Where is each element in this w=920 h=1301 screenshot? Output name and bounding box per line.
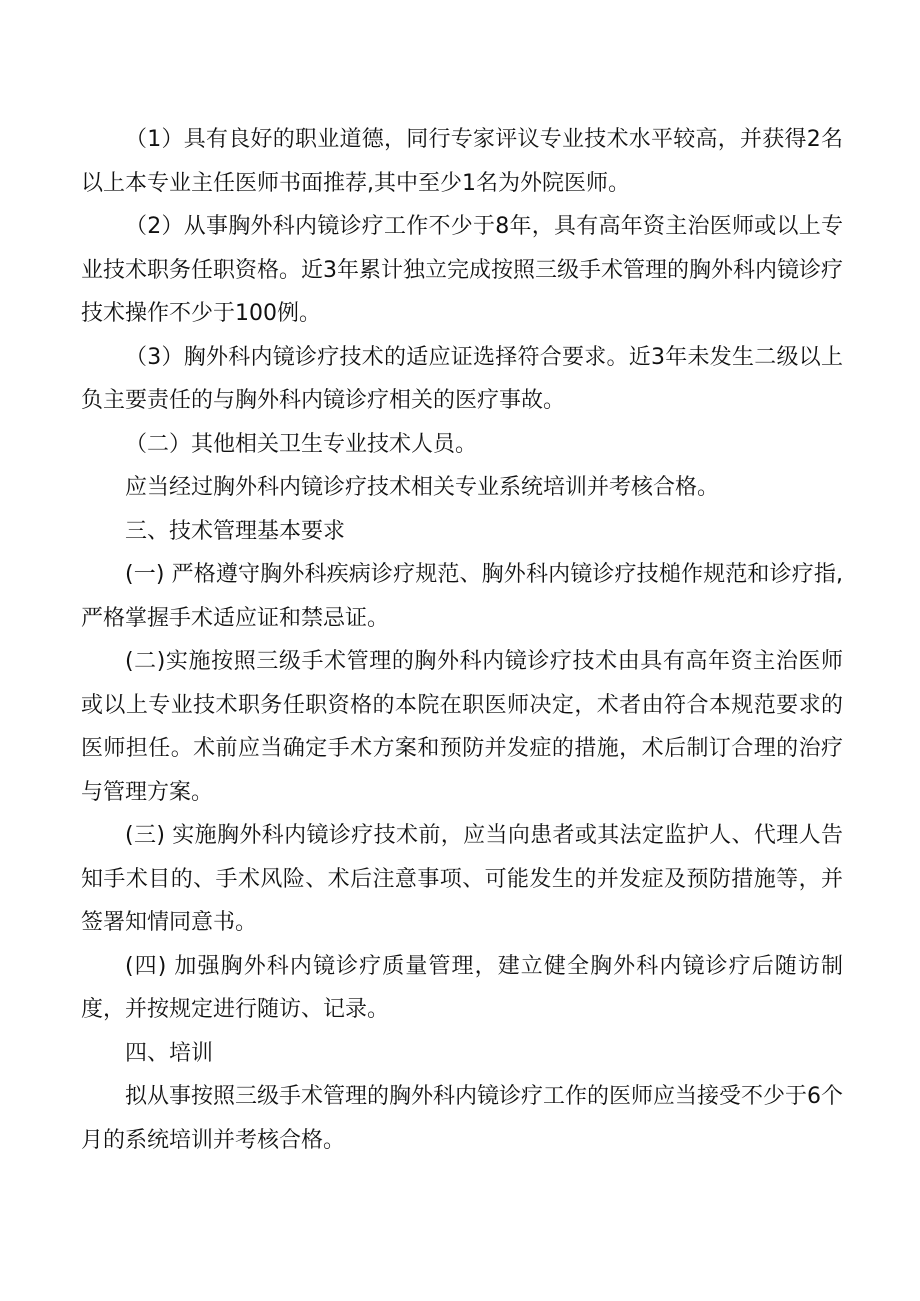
paragraph-management-3: (三) 实施胸外科内镜诊疗技术前，应当向患者或其法定监护人、代理人告知手术目的、手术风险、术后注意事项、可能发生的并发症及预防措施等，并签署知情同意书。 — [81, 823, 843, 935]
paragraph-other-staff-heading: （二）其他相关卫生专业技术人员。 — [125, 431, 478, 457]
paragraph-management-2: (二)实施按照三级手术管理的胸外科内镜诊疗技术由具有高年资主治医师或以上专业技术职务任职资格的本院在职医师决定，术者由符合本规范要求的医师担任。术前应当确定手术方案和预防并发症的措施，术后制订合理的治疗与管理方案。 — [81, 649, 843, 805]
section-heading-training: 四、培训 — [125, 1040, 214, 1066]
paragraph-qualification-1: （1）具有良好的职业道德，同行专家评议专业技术水平较高，并获得2名以上本专业主任医师书面推荐,其中至少1名为外院医师。 — [81, 127, 843, 196]
paragraph-qualification-2: （2）从事胸外科内镜诊疗工作不少于8年，具有高年资主治医师或以上专业技术职务任职资格。近3年累计独立完成按照三级手术管理的胸外科内镜诊疗技术操作不少于100例。 — [81, 214, 843, 326]
paragraph-training: 拟从事按照三级手术管理的胸外科内镜诊疗工作的医师应当接受不少于6个月的系统培训并考核合格。 — [81, 1084, 843, 1153]
paragraph-other-staff-requirement: 应当经过胸外科内镜诊疗技术相关专业系统培训并考核合格。 — [125, 475, 720, 500]
section-heading-technical-management: 三、技术管理基本要求 — [125, 518, 346, 544]
paragraph-qualification-3: （3）胸外科内镜诊疗技术的适应证选择符合要求。近3年未发生二级以上负主要责任的与胸外科内镜诊疗相关的医疗事故。 — [81, 344, 843, 413]
paragraph-management-4: (四) 加强胸外科内镜诊疗质量管理，建立健全胸外科内镜诊疗后随访制度，并按规定进行随访、记录。 — [81, 953, 843, 1022]
document-body — [81, 118, 843, 1162]
paragraph-management-1: (一) 严格遵守胸外科疾病诊疗规范、胸外科内镜诊疗技槌作规范和诊疗指,严格掌握手术适应证和禁忌证。 — [81, 562, 843, 631]
